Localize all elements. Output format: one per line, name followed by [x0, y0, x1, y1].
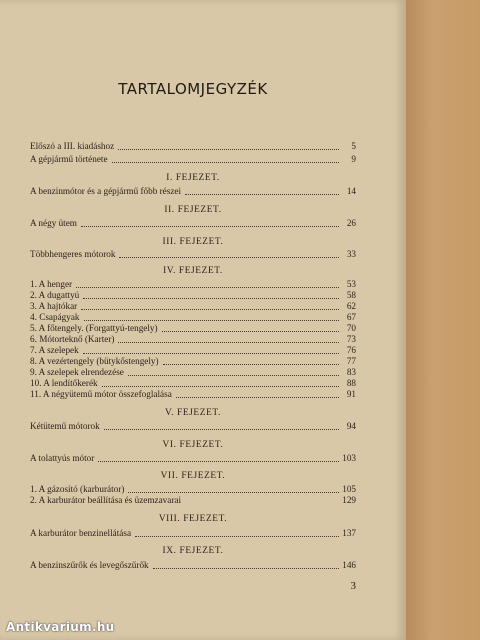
toc-entry-label: 9. A szelepek elrendezése: [30, 367, 124, 377]
toc-entry: [30, 452, 356, 465]
dot-leader: [118, 149, 339, 150]
toc-content: [30, 0, 356, 640]
toc-entry-page: 53: [346, 279, 356, 289]
page-number: 3: [350, 580, 356, 592]
dot-leader: [163, 364, 339, 365]
dot-leader: [112, 162, 339, 163]
dot-leader: [104, 429, 339, 430]
toc-entry-page: 88: [346, 378, 356, 388]
toc-entry-label: A négy ütem: [30, 218, 77, 228]
toc-entry-label: 7. A szelepek: [30, 345, 79, 355]
toc-entry-label: 5. A főtengely. (Forgattyú-tengely): [30, 323, 158, 333]
chapter-heading: VII. FEJEZET.: [160, 471, 226, 481]
toc-entry-label: 11. A négyütemű mótor összefoglalása: [30, 389, 172, 399]
toc-entry-label: A gépjármű története: [30, 154, 108, 164]
toc-entry-page: 83: [346, 367, 356, 377]
dot-leader: [76, 287, 339, 288]
toc-entry-page: 62: [346, 301, 356, 311]
toc-entry: [30, 494, 356, 507]
toc-entry-page: 9: [351, 154, 356, 164]
toc-entry-label: A benzinszűrők és levegőszűrők: [30, 560, 149, 570]
chapter-heading: I. FEJEZET.: [166, 173, 220, 183]
toc-entry-page: 67: [346, 312, 356, 322]
toc-entry-page: 94: [346, 421, 356, 431]
chapter-heading: II. FEJEZET.: [164, 205, 222, 215]
dot-leader: [128, 492, 339, 493]
toc-entry-label: 1. A henger: [30, 279, 73, 289]
toc-entry: [30, 559, 356, 572]
toc-entry-label: A karburátor benzinellátása: [30, 528, 132, 538]
chapter-heading: IV. FEJEZET.: [163, 266, 223, 276]
dot-leader: [81, 226, 339, 227]
toc-entry-label: 8. A vezértengely (bütykőstengely): [30, 356, 159, 366]
toc-entry-page: 70: [346, 323, 356, 333]
chapter-heading: III. FEJEZET.: [162, 237, 224, 247]
toc-entry-page: 103: [342, 453, 356, 463]
toc-entry: [30, 217, 356, 230]
toc-entry-label: 2. A dugattyú: [30, 290, 80, 300]
chapter-heading: V. FEJEZET.: [165, 408, 221, 418]
toc-entry-page: 58: [346, 290, 356, 300]
watermark-text: Antikvarium.hu: [6, 620, 115, 634]
toc-entry: [30, 388, 356, 401]
dot-leader: [118, 342, 339, 343]
toc-entry-page: 26: [346, 218, 356, 228]
dot-leader: [185, 194, 339, 195]
dot-leader: [83, 298, 339, 299]
toc-entry-page: 129: [342, 495, 356, 505]
toc-entry-page: 33: [346, 249, 356, 259]
toc-entry-label: Többhengeres mótorok: [30, 249, 116, 259]
toc-entry: [30, 527, 356, 540]
dot-leader: [119, 257, 339, 258]
toc-entry: [30, 140, 356, 153]
toc-entry-label: Előszó a III. kiadáshoz: [30, 141, 115, 151]
dot-leader: [162, 331, 339, 332]
toc-entry-page: 73: [346, 334, 356, 344]
toc-entry-label: A benzinmótor és a gépjármű főbb részei: [30, 186, 182, 196]
toc-entry: [30, 420, 356, 433]
toc-entry-label: 4. Csapágyak: [30, 312, 80, 322]
toc-entry-label: 10. A lendítőkerék: [30, 378, 98, 388]
dot-leader: [135, 536, 339, 537]
book-cover-edge: [406, 0, 480, 640]
toc-entry-page: 77: [346, 356, 356, 366]
toc-entry-label: 6. Mótorteknő (Karter): [30, 334, 115, 344]
chapter-heading: IX. FEJEZET.: [162, 546, 224, 556]
toc-entry-label: 3. A hajtókar: [30, 301, 78, 311]
page-title: TARTALOMJEGYZÉK: [118, 80, 268, 98]
toc-entry-page: 14: [346, 186, 356, 196]
toc-entry-page: 146: [342, 560, 356, 570]
toc-entry: [30, 185, 356, 198]
dot-leader: [84, 320, 340, 321]
toc-entry-page: 91: [346, 389, 356, 399]
dot-leader: [153, 568, 339, 569]
dot-leader: [81, 309, 339, 310]
dot-leader: [102, 386, 339, 387]
toc-entry-page: 137: [342, 528, 356, 538]
chapter-heading: VI. FEJEZET.: [162, 440, 224, 450]
toc-entry-label: Kétütemű mótorok: [30, 421, 100, 431]
toc-entry-page: 76: [346, 345, 356, 355]
chapter-heading: VIII. FEJEZET.: [158, 514, 228, 524]
toc-entry-label: 2. A karburátor beállítása és üzemzavarai: [30, 495, 182, 505]
toc-entry: [30, 248, 356, 261]
toc-entry-label: 1. A gázosító (karburátor): [30, 484, 125, 494]
toc-entry: [30, 153, 356, 166]
dot-leader: [128, 375, 339, 376]
dot-leader: [176, 397, 339, 398]
toc-entry-page: 105: [342, 484, 356, 494]
toc-entry-page: 5: [351, 141, 356, 151]
toc-entry-label: A tolattyús mótor: [30, 453, 95, 463]
dot-leader: [98, 461, 339, 462]
dot-leader: [83, 353, 339, 354]
